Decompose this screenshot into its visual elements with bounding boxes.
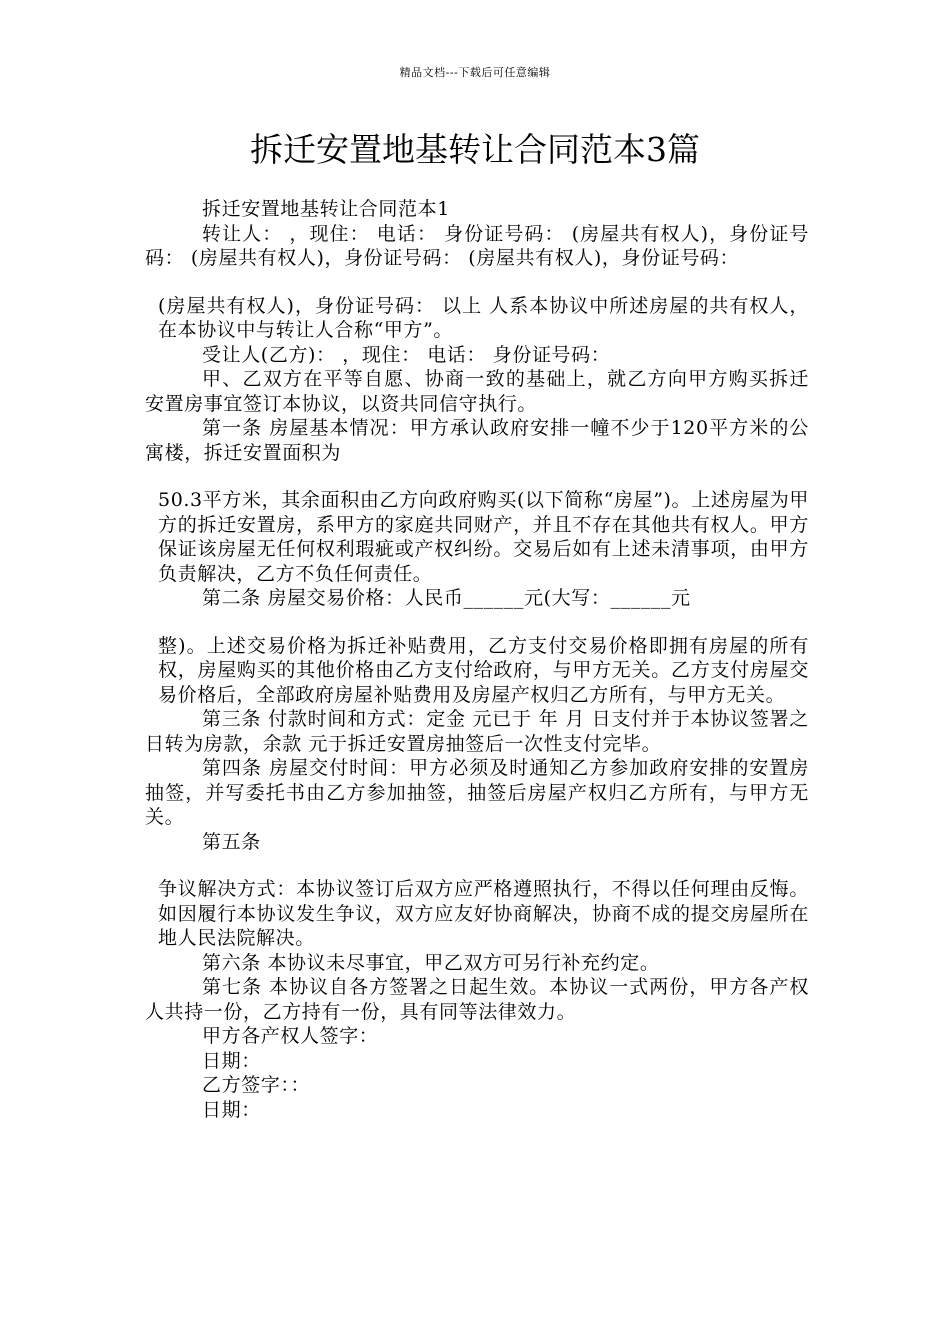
party-b-signature-line: 乙方签字：： [202,1074,311,1096]
article-5-paragraph: 争议解决方式：本协议签订后双方应严格遵照执行，不得以任何理由反悔。如因履行本协议发生争议，双方应友好协商解决，协商不成的提交房屋所在地人民法院解决。 [158,878,809,949]
party-a-date-line: 日期： [202,1049,261,1072]
article-3-paragraph: 第三条 付款时间和方式：定金 元已于 年 月 日支付并于本协议签署之日转为房款，余款 元于拆迁安置房抽签后一次性支付完毕。 [145,708,809,755]
document-title: 拆迁安置地基转让合同范本3篇 [250,130,700,169]
article-7-paragraph: 第七条 本协议自各方签署之日起生效。本协议一式两份，甲方各产权人共持一份，乙方持有一份，具有同等法律效力。 [145,976,809,1023]
co-owner-paragraph: (房屋共有权人)，身份证号码： 以上 人系本协议中所述房屋的共有权人，在本协议中与转让人合称“甲方”。 [158,294,809,341]
preamble-paragraph: 甲、乙双方在平等自愿、协商一致的基础上，就乙方向甲方购买拆迁安置房事宜签订本协议，以资共同信守执行。 [145,368,809,415]
section-heading: 拆迁安置地基转让合同范本1 [202,198,450,220]
article-1-paragraph: 第一条 房屋基本情况：甲方承认政府安排一幢不少于120平方米的公寓楼，拆迁安置面积为 [145,417,809,464]
document-body [145,197,809,1122]
transferee-paragraph: 受让人(乙方)： ，现住： 电话： 身份证号码： [202,343,611,366]
article-2-paragraph: 第二条 房屋交易价格：人民币______元(大写：______元 [202,587,691,609]
article-2-continued: 整)。上述交易价格为拆迁补贴费用，乙方支付交易价格即拥有房屋的所有权，房屋购买的其他价格由乙方支付给政府，与甲方无关。乙方支付房屋交易价格后，全部政府房屋补贴费用及房屋产权归乙方所有，与甲方无关。 [158,634,809,706]
article-5-heading: 第五条 [202,830,261,853]
article-6-paragraph: 第六条 本协议未尽事宜，甲乙双方可另行补充约定。 [202,951,660,974]
article-4-paragraph: 第四条 房屋交付时间：甲方必须及时通知乙方参加政府安排的安置房抽签，并写委托书由乙方参加抽签，抽签后房屋产权归乙方所有，与甲方无关。 [145,757,809,828]
page-header-note: 精品文档---下载后可任意编辑 [399,66,551,79]
transferor-paragraph: 转让人： ，现住： 电话： 身份证号码： (房屋共有权人)，身份证号码： (房屋共有权人)，身份证号码： (房屋共有权人)，身份证号码： [145,222,809,269]
article-1-continued: 50.3平方米，其余面积由乙方向政府购买(以下简称“房屋”)。上述房屋为甲方的拆迁安置房，系甲方的家庭共同财产，并且不存在其他共有权人。甲方保证该房屋无任何权利瑕疵或产权纠纷。交易后如有上述未清事项，由甲方负责解决，乙方不负任何责任。 [158,489,809,585]
party-a-signature-line: 甲方各产权人签字： [202,1025,379,1047]
party-b-date-line: 日期： [202,1098,261,1121]
